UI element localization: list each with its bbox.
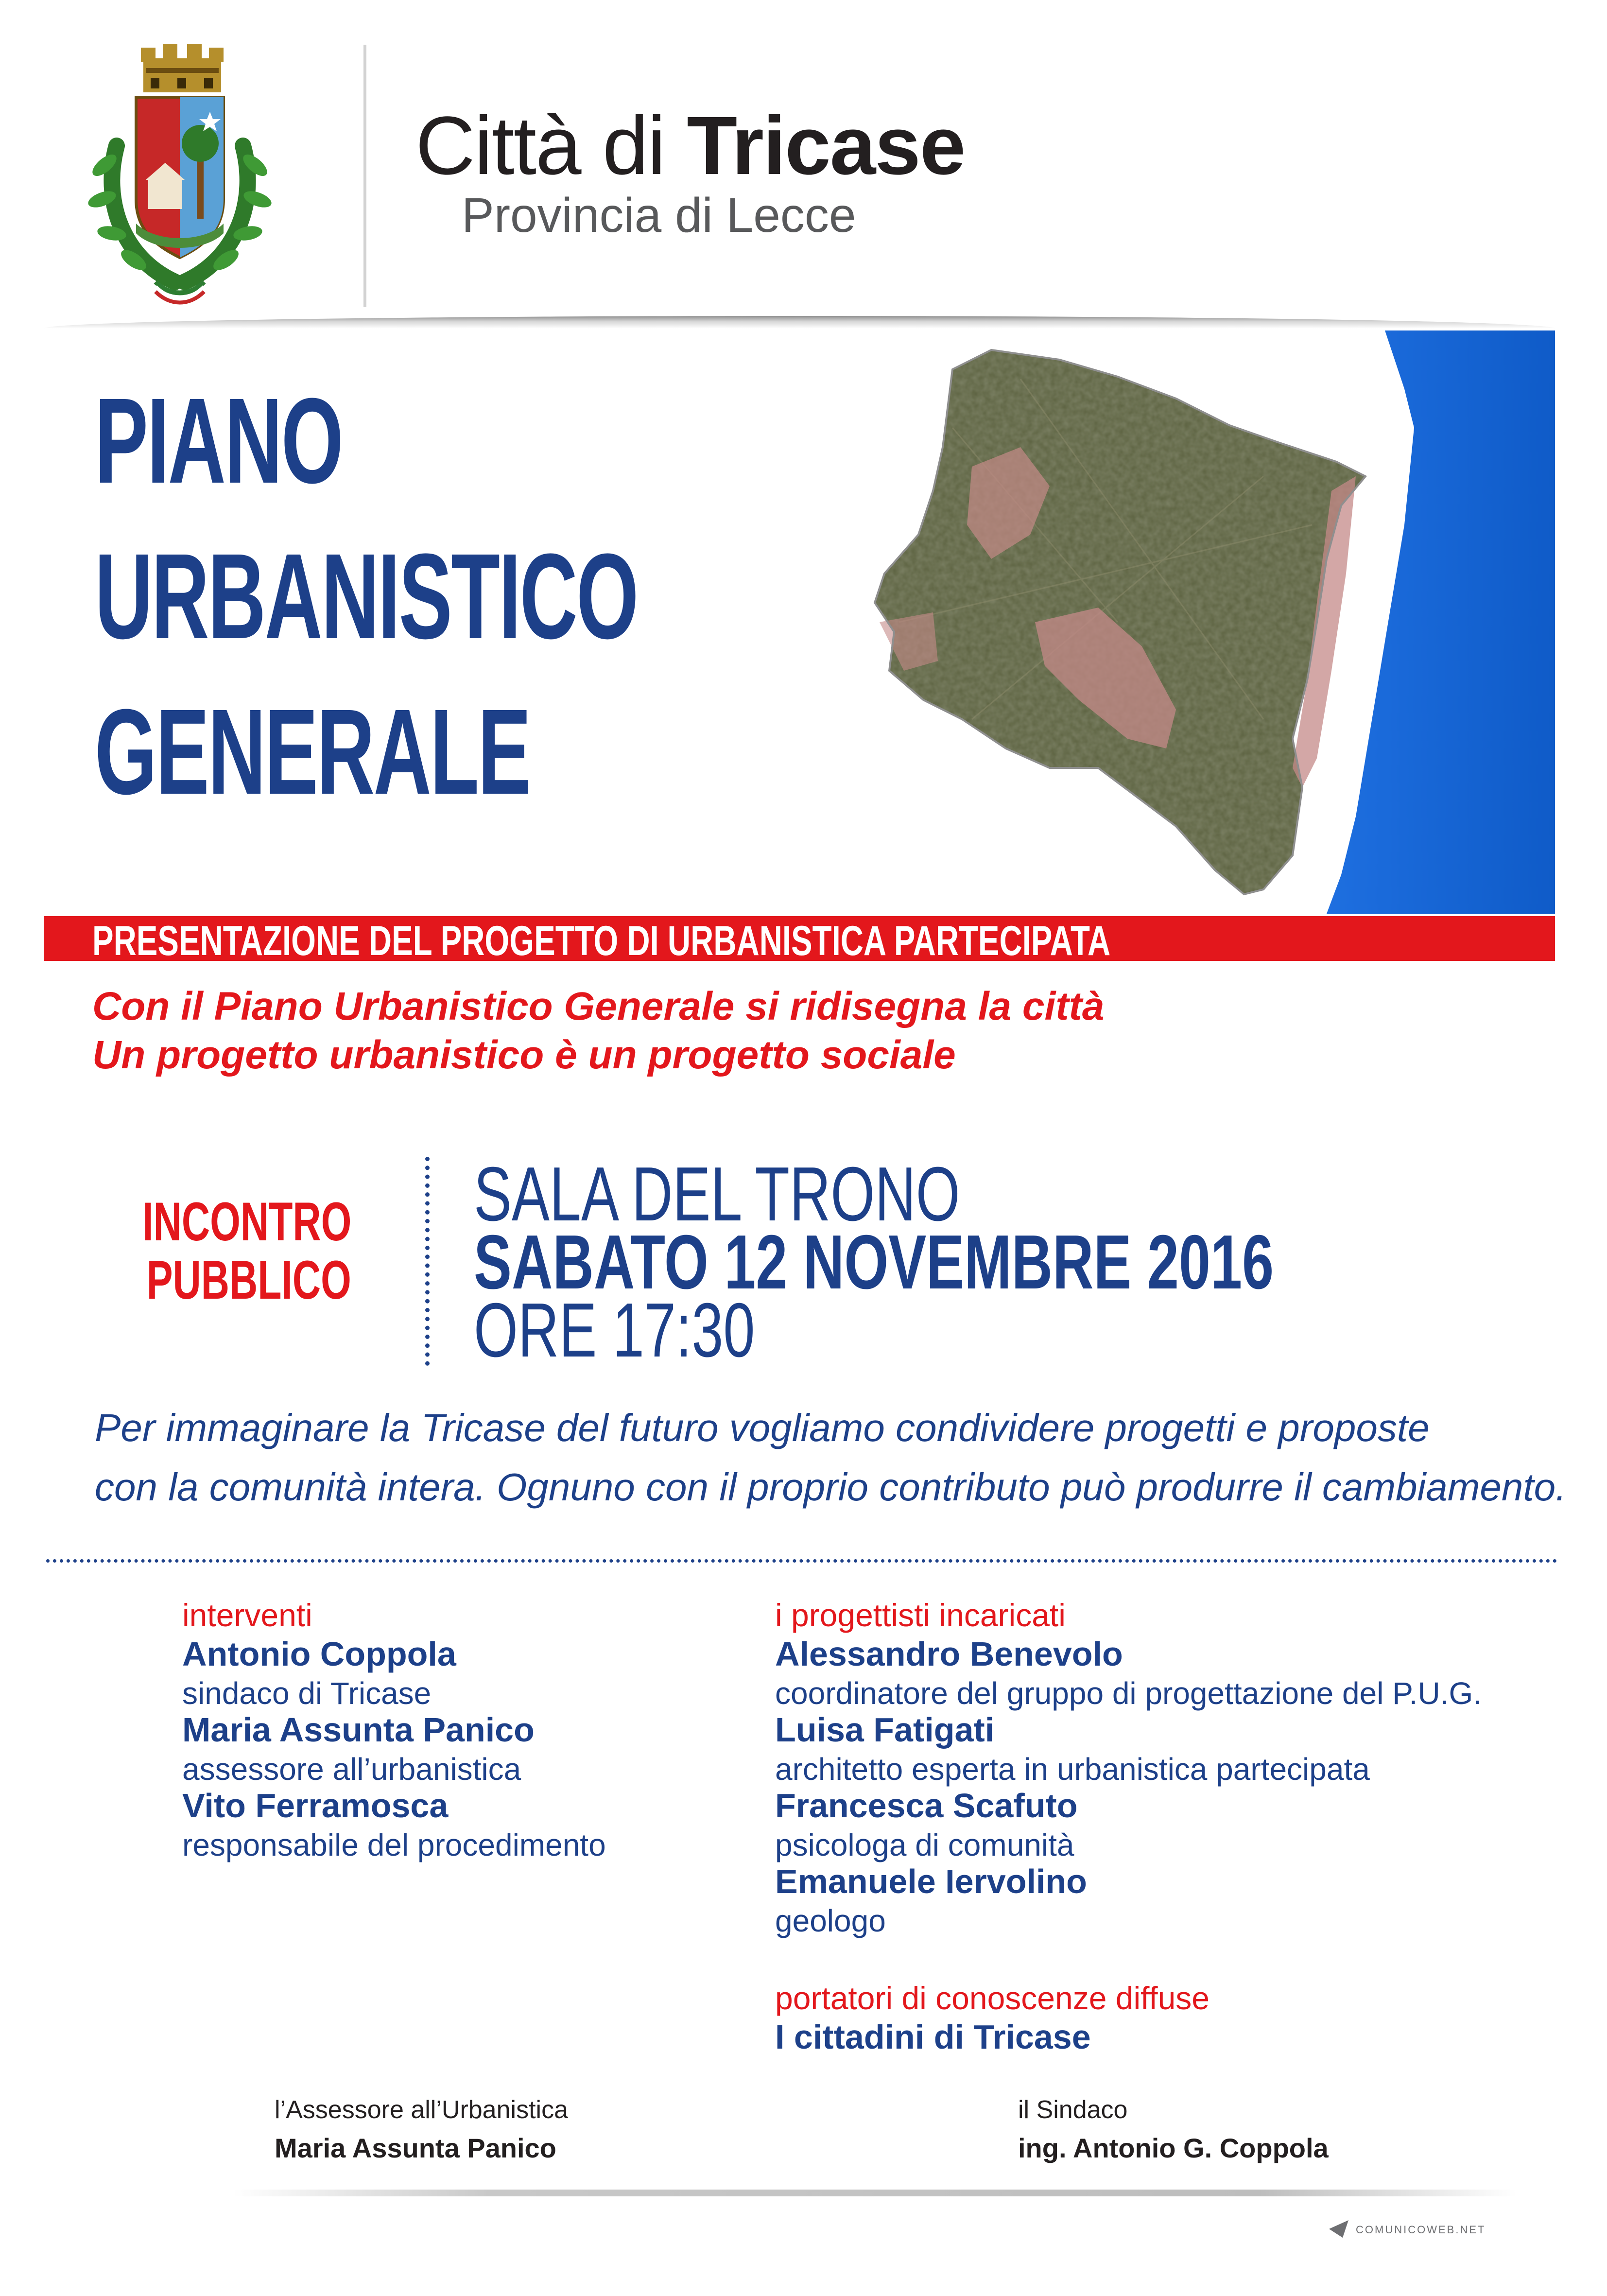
event-time: ORE 17:30	[474, 1287, 755, 1373]
event-venue: SALA DEL TRONO	[474, 1151, 960, 1237]
intro-line-1: Per immaginare la Tricase del futuro vogliamo condividere progetti e proposte	[95, 1406, 1430, 1449]
title-line-1: PIANO	[95, 373, 343, 508]
signature-right-name: ing. Antonio G. Coppola	[1018, 2133, 1329, 2163]
subtitle-bar-text: PRESENTAZIONE DEL PROGETTO DI URBANISTICA PARTECIPATA	[92, 918, 1111, 964]
interventi-label: interventi	[182, 1597, 312, 1633]
footer-credit: COMUNICOWEB.NET	[1356, 2224, 1486, 2236]
territory-map-image	[826, 330, 1555, 914]
speaker-role: sindaco di Tricase	[182, 1676, 432, 1711]
signature-left-role: l’Assessore all’Urbanistica	[275, 2096, 568, 2124]
progettisti-label: i progettisti incaricati	[775, 1597, 1066, 1633]
speaker-name: Vito Ferramosca	[182, 1787, 449, 1825]
designer-role: architetto esperta in urbanistica partecipata	[775, 1752, 1370, 1787]
header-separator	[44, 316, 1555, 329]
designer-name: Emanuele Iervolino	[775, 1862, 1087, 1900]
signature-left-name: Maria Assunta Panico	[275, 2133, 556, 2163]
section-divider	[46, 1559, 1557, 1563]
designer-name: Alessandro Benevolo	[775, 1635, 1123, 1673]
city-title	[415, 100, 965, 192]
signature-right-role: il Sindaco	[1018, 2096, 1128, 2124]
event-divider	[425, 1157, 430, 1366]
portatori-name: I cittadini di Tricase	[775, 2018, 1091, 2056]
coat-of-arms-icon	[83, 39, 277, 311]
slogan-1: Con il Piano Urbanistico Generale si ridisegna la città	[92, 984, 1105, 1028]
footer-logo-icon	[1329, 2220, 1348, 2238]
speaker-name: Antonio Coppola	[182, 1635, 456, 1673]
designer-role: geologo	[775, 1903, 886, 1938]
title-line-2: URBANISTICO	[95, 528, 638, 664]
speaker-role: responsabile del procedimento	[182, 1827, 606, 1862]
province-subtitle: Provincia di Lecce	[462, 188, 856, 243]
designer-role: coordinatore del gruppo di progettazione del P.U.G.	[775, 1676, 1482, 1711]
city-prefix: Città di	[415, 100, 665, 192]
event-type-line-2: PUBBLICO	[146, 1250, 351, 1310]
header-divider	[363, 45, 366, 307]
event-date: SABATO 12 NOVEMBRE 2016	[474, 1219, 1274, 1305]
city-name: Tricase	[687, 100, 965, 192]
event-type-line-1: INCONTRO	[142, 1191, 351, 1252]
title-line-3: GENERALE	[95, 684, 530, 819]
designer-name: Francesca Scafuto	[775, 1787, 1078, 1825]
designer-role: psicologa di comunità	[775, 1827, 1074, 1862]
slogan-2: Un progetto urbanistico è un progetto sociale	[92, 1033, 956, 1077]
footer-separator	[233, 2190, 1516, 2196]
designer-name: Luisa Fatigati	[775, 1711, 995, 1749]
speaker-role: assessore all’urbanistica	[182, 1752, 521, 1787]
speaker-name: Maria Assunta Panico	[182, 1711, 535, 1749]
intro-line-2: con la comunità intera. Ognuno con il proprio contributo può produrre il cambiamento.	[95, 1465, 1567, 1509]
portatori-label: portatori di conoscenze diffuse	[775, 1980, 1210, 2016]
